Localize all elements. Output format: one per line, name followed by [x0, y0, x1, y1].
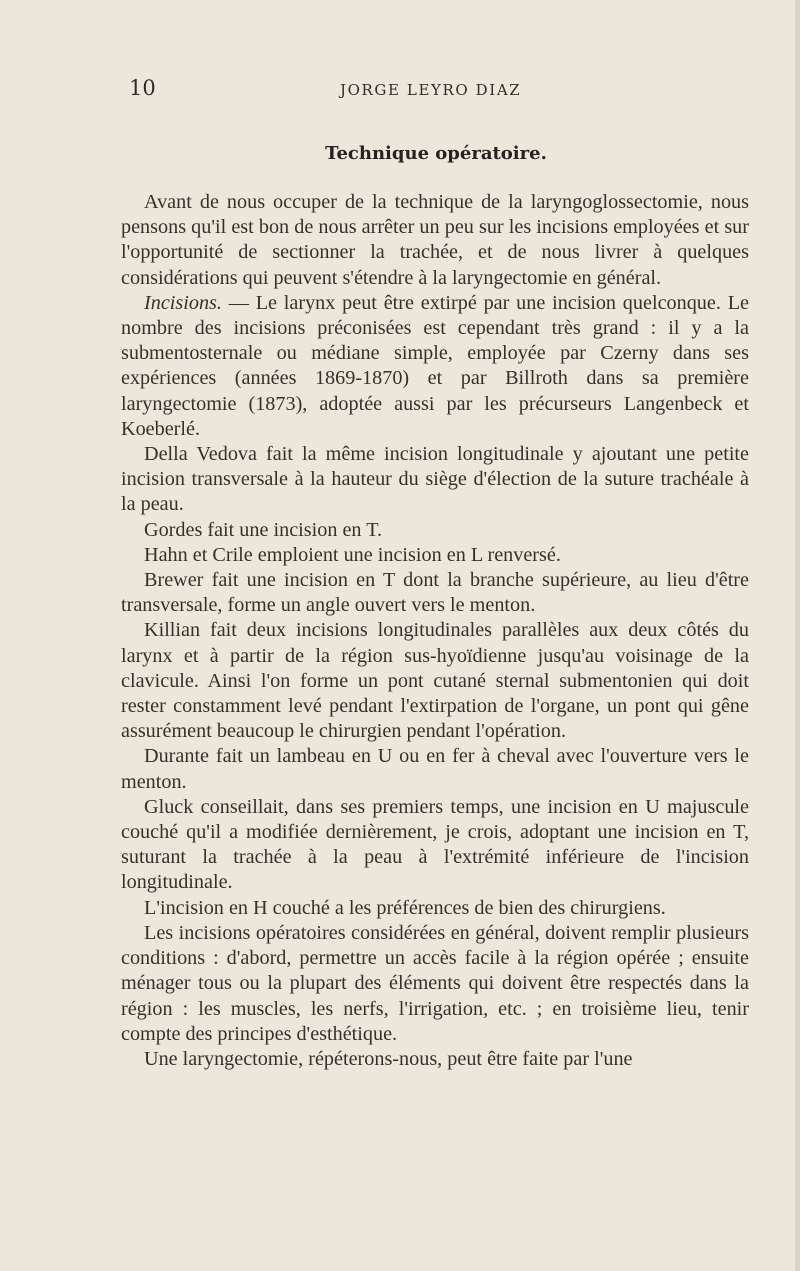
paragraph-text: Une laryngectomie, répéterons-nous, peut être faite par l'une [144, 1047, 633, 1070]
section-title: Technique opératoire. [325, 143, 547, 164]
paragraph [121, 190, 749, 291]
paragraph-text: — Le larynx peut être extirpé par une incision quelconque. Le nombre des incisions préconisées est cependant très grand : il y a la submentosternale ou médiane simple, employée par Czerny dans ses expériences (années 1869-1870) et par Billroth dans sa première laryngectomie (1873), adoptée aussi par les précurseurs Langenbeck et Koeberlé. [121, 291, 749, 440]
paragraph [121, 896, 749, 921]
paragraph-lead: Incisions. [144, 291, 222, 314]
paragraph [121, 795, 749, 896]
paragraph-text: L'incision en H couché a les préférences de bien des chirurgiens. [144, 896, 666, 919]
paragraph [121, 442, 749, 518]
body-text [121, 190, 749, 1072]
paragraph-text: Killian fait deux incisions longitudinales parallèles aux deux côtés du larynx et à partir de la région sus-hyoïdienne jusqu'au voisinage de la clavicule. Ainsi l'on forme un pont cutané sternal submentonien qui doit rester constamment levé pendant l'extirpation de l'organe, un pont qui gêne assurément beaucoup le chirurgien pendant l'opération. [121, 619, 749, 743]
paragraph-text: Gordes fait une incision en T. [144, 518, 383, 541]
paragraph-text: Brewer fait une incision en T dont la branche supérieure, au lieu d'être transversale, forme un angle ouvert vers le menton. [121, 569, 749, 617]
paragraph [121, 291, 749, 442]
paragraph-text: Della Vedova fait la même incision longitudinale y ajoutant une petite incision transversale à la hauteur du siège d'élection de la suture trachéale à la peau. [121, 443, 749, 516]
page-header [0, 76, 800, 102]
paragraph-text: Les incisions opératoires considérées en général, doivent remplir plusieurs conditions : d'abord, permettre un accès facile à la région opérée ; ensuite ménager tous ou la plupart des éléments qui doivent être respectés dans la région : les muscles, les nerfs, l'irrigation, etc. ; en troisième lieu, tenir compte des principes d'esthétique. [121, 921, 749, 1045]
paragraph [121, 543, 749, 568]
page-edge-shadow [795, 0, 800, 1271]
paragraph [121, 921, 749, 1047]
paragraph-text: Avant de nous occuper de la technique de la laryngoglossectomie, nous pensons qu'il est bon de nous arrêter un peu sur les incisions employées et sur l'opportunité de sectionner la trachée, et de nous livrer à quelques considérations qui peuvent s'étendre à la laryngectomie en général. [121, 191, 749, 289]
page-number: 10 [129, 76, 156, 100]
paragraph-text: Hahn et Crile emploient une incision en L renversé. [144, 543, 561, 566]
paragraph [121, 744, 749, 794]
paragraph-text: Gluck conseillait, dans ses premiers temps, une incision en U majuscule couché qu'il a modifiée dernièrement, je crois, adoptant une incision en T, suturant la trachée à la peau à l'extrémité inférieure de l'incision longitudinale. [121, 795, 749, 894]
paragraph [121, 1047, 749, 1072]
paragraph [121, 568, 749, 618]
paragraph [121, 518, 749, 543]
paragraph [121, 618, 749, 744]
running-head: JORGE LEYRO DIAZ [340, 81, 522, 99]
paragraph-text: Durante fait un lambeau en U ou en fer à cheval avec l'ouverture vers le menton. [121, 745, 749, 793]
